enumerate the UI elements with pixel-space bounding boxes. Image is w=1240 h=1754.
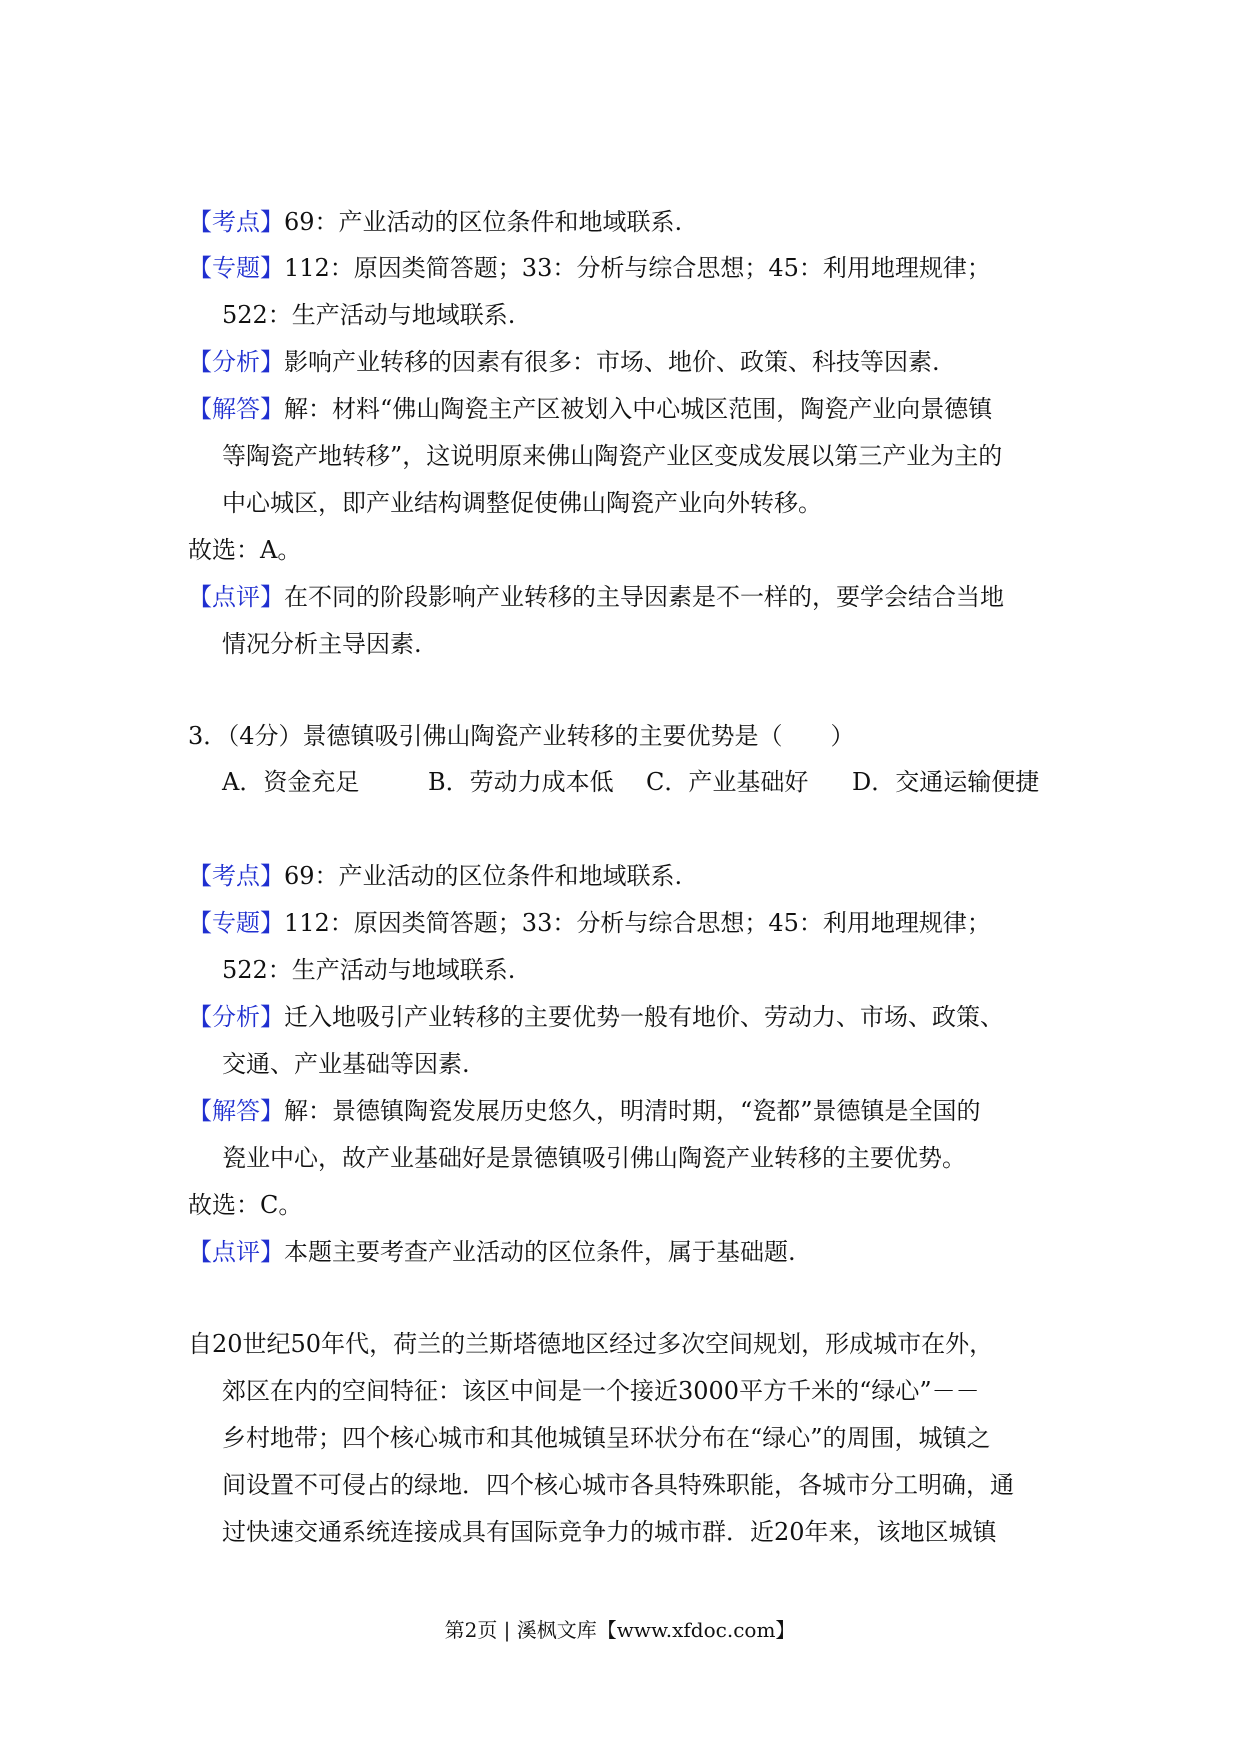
jieda-text: 解：景德镇陶瓷发展历史悠久，明清时期，“瓷都”景德镇是全国的: [284, 1097, 981, 1125]
option-d: D．交通运输便捷: [852, 768, 1040, 796]
fenxi-line-2: [188, 1001, 1068, 1033]
jieda-line-1: [188, 393, 1068, 425]
fenxi-cont-2: 交通、产业基础等因素.: [222, 1050, 470, 1078]
dianping-line-1: [188, 581, 1068, 613]
jieda-cont-2: 瓷业中心，故产业基础好是景德镇吸引佛山陶瓷产业转移的主要优势。: [222, 1144, 966, 1172]
option-c: C．产业基础好: [646, 768, 809, 796]
jieda-line-2: [188, 1095, 1068, 1127]
option-a: A．资金充足: [222, 768, 360, 796]
zhuanti-line-2: [188, 907, 1068, 939]
kaodian-tag: 【考点】: [188, 208, 284, 236]
kaodian-text: 69：产业活动的区位条件和地域联系.: [284, 208, 683, 236]
kaodian-line-1: [188, 206, 1068, 238]
dianping-text: 本题主要考查产业活动的区位条件，属于基础题.: [284, 1238, 796, 1266]
option-b: B．劳动力成本低: [428, 768, 614, 796]
jieda-tag: 【解答】: [188, 395, 284, 423]
jieda-tag: 【解答】: [188, 1097, 284, 1125]
fenxi-text: 影响产业转移的因素有很多：市场、地价、政策、科技等因素.: [284, 348, 940, 376]
dianping-line-2: [188, 1236, 1068, 1268]
zhuanti-text: 112：原因类简答题；33：分析与综合思想；45：利用地理规律；: [284, 909, 991, 937]
zhuanti-cont-2: 522：生产活动与地域联系.: [222, 956, 516, 984]
fenxi-tag: 【分析】: [188, 1003, 284, 1031]
dianping-cont-1: 情况分析主导因素.: [222, 630, 422, 658]
zhuanti-tag: 【专题】: [188, 254, 284, 282]
passage-line-2: 郊区在内的空间特征：该区中间是一个接近3000平方千米的“绿心”－－: [222, 1377, 980, 1405]
kaodian-tag: 【考点】: [188, 862, 284, 890]
answer-line-1: 故选：A。: [188, 536, 302, 564]
dianping-tag: 【点评】: [188, 583, 284, 611]
question-options: [0, 766, 1240, 798]
fenxi-text: 迁入地吸引产业转移的主要优势一般有地价、劳动力、市场、政策、: [284, 1003, 1004, 1031]
passage-line-3: 乡村地带；四个核心城市和其他城镇呈环状分布在“绿心”的周围，城镇之: [222, 1424, 991, 1452]
passage-line-4: 间设置不可侵占的绿地．四个核心城市各具特殊职能，各城市分工明确，通: [222, 1471, 1014, 1499]
dianping-text: 在不同的阶段影响产业转移的主导因素是不一样的，要学会结合当地: [284, 583, 1004, 611]
jieda-cont-1a: 等陶瓷产地转移”，这说明原来佛山陶瓷产业区变成发展以第三产业为主的: [222, 442, 1003, 470]
zhuanti-tag: 【专题】: [188, 909, 284, 937]
fenxi-line-1: [188, 346, 1068, 378]
jieda-cont-1b: 中心城区，即产业结构调整促使佛山陶瓷产业向外转移。: [222, 489, 822, 517]
zhuanti-cont-1: 522：生产活动与地域联系.: [222, 301, 516, 329]
zhuanti-text: 112：原因类简答题；33：分析与综合思想；45：利用地理规律；: [284, 254, 991, 282]
dianping-tag: 【点评】: [188, 1238, 284, 1266]
question-stem: 3．（4分）景德镇吸引佛山陶瓷产业转移的主要优势是（ ）: [188, 722, 855, 750]
zhuanti-line-1: [188, 252, 1068, 284]
passage-line-1: 自20世纪50年代，荷兰的兰斯塔德地区经过多次空间规划，形成城市在外，: [188, 1330, 994, 1358]
answer-line-2: 故选：C。: [188, 1191, 303, 1219]
passage-line-5: 过快速交通系统连接成具有国际竞争力的城市群．近20年来，该地区城镇: [222, 1518, 997, 1546]
kaodian-text: 69：产业活动的区位条件和地域联系.: [284, 862, 683, 890]
fenxi-tag: 【分析】: [188, 348, 284, 376]
kaodian-line-2: [188, 860, 1068, 892]
page-footer: 第2页 | 溪枫文库【www.xfdoc.com】: [444, 1618, 796, 1642]
jieda-text: 解：材料“佛山陶瓷主产区被划入中心城区范围，陶瓷产业向景德镇: [284, 395, 993, 423]
